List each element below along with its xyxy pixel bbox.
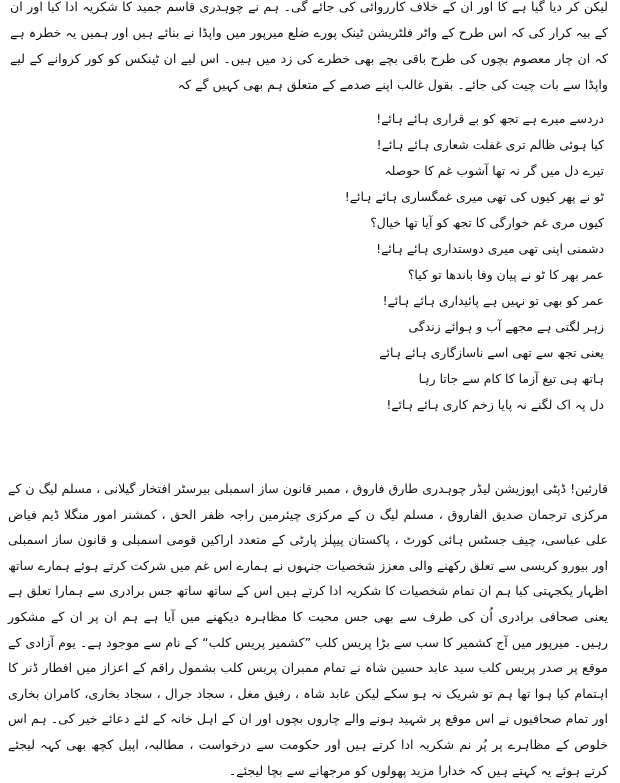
poem-line: کیا ہوئی ظالم تری غفلت شعاری ہائے ہائے! xyxy=(376,137,604,152)
poem-line: تیرے دل میں گر نہ تھا آشوب غم کا حوصلہ xyxy=(384,163,604,178)
poem-line: یعنی تجھ سے تھی اسے ناسازگاری ہائے ہائے xyxy=(379,345,604,360)
intro-paragraph: لیکن کر دیا گیا ہے کا اور ان کے خلاف کارروائی کی جائے گی۔ ہم نے چوہدری قاسم جمید کا شکریہ ادا کیا اور ان کے بیہ کرار کی کہ اس طرح کے واٹر فلٹریشن ٹینک پورے ضلع میرپور میں واپڈا نے بنائے ہیں اور ہمیں یہ خطرہ ہے کہ ان چار معصوم بچوں کی طرح باقی بچے بھی خطرے کی زد میں ہیں۔ اس لیے ان ٹینکس کو کور کروانے کے لیے واپڈا سے بات چیت کی جائے۔ بقول غالب اپنے صدمے کے متعلق ہم بھی کہیں گے کہ xyxy=(10,0,608,92)
poem-line: دل پہ اک لگنے نہ پایا زخم کاری ہائے ہائے! xyxy=(386,397,604,412)
poem-line: دردسے میرے ہے تجھ کو بے قراری ہائے ہائے! xyxy=(376,111,604,126)
closing-paragraph: قارئین! ڈپٹی اپوزیشن لیڈر چوہدری طارق فاروق ، ممبر قانون ساز اسمبلی بیرسٹر افتخار گیلانی ، مسلم لیگ ن کے مرکزی ترجمان صدیق الفاروق ، مسلم لیگ ن کے مرکزی چیئرمین راجہ ظفر الحق ، کمشنر امور منگلا ڈیم فیاض علی عباسی، چیف جسٹس ہائی کورٹ ، پاکستان پیپلز پارٹی کے متعدد اراکین قومی اسمبلی و قانون ساز اسمبلی اور بیورو کریسی سے تعلق رکھنے والی معزز شخصیات جنہوں نے ہمارے اس غم میں شرکت کرتے ہوئے ہمارے ساتھ اظہار یکجہتی کیا ہم ان تمام شخصیات کا شکریہ ادا کرتے ہیں اس کے ساتھ ساتھ جس برادری سے ہمارا تعلق ہے یعنی صحافی برادری اُن کی طرف سے بھی جس محبت کا مظاہرہ دیکھنے میں آیا ہے ہم ان پر ان کے مشکور رہیں۔ میرپور میں آج کشمیر کا سب سے بڑا پریس کلب ”کشمیر پریس کلب“ کے نام سے موجود ہے۔ یوم آزادی کے موقع پر صدر پریس کلب سید عابد حسین شاہ نے تمام ممبران پریس کلب بشمول راقم کے اعزاز میں افطار ڈنر کا اہتمام کیا ہوا تھا ہم تو شریک نہ ہو سکے لیکن عابد شاہ ، رفیق مغل ، سجاد جرال ، سجاد بخاری، کامران بخاری اور تمام صحافیوں نے اس موقع پر شہید ہونے والے چاروں بچوں اور ان کے اہل خانہ کے لئے دعائے خیر کی۔ ہم اس خلوص کے مظاہرے پر پُر نم شکریہ ادا کرتے ہیں اور حکومت سے درخواست ، مطالبہ، اپیل کچھ بھی کہہ لیجئے کرتے ہوئے یہ کہتے ہیں کہ خدارا مزید پھولوں کو مرجھانے سے بچا لیجئے۔ xyxy=(8,481,608,778)
poem-line: ٹو نے پھر کیوں کی تھی میری غمگساری ہائے ہائے! xyxy=(344,189,604,204)
poem-line: کیوں مری غم خوارگی کا تجھ کو آیا تھا خیال؟ xyxy=(370,215,604,230)
poem-line: دشمنی اپنی تھی میری دوستداری ہائے ہائے! xyxy=(376,241,604,256)
poem-line: عمر کو بھی تو نہیں ہے پائیداری ہائے ہائے! xyxy=(382,293,604,308)
ghalib-poem xyxy=(200,106,604,418)
poem-line: عمر بھر کا ٹو نے پیان وفا باندھا تو کیا؟ xyxy=(407,267,604,282)
poem-line: ہاتھ ہی تیغ آزما کا کام سے جاتا رہا xyxy=(418,371,604,386)
poem-line: زہر لگتی ہے مجھے آب و ہوائے زندگی xyxy=(408,319,604,334)
